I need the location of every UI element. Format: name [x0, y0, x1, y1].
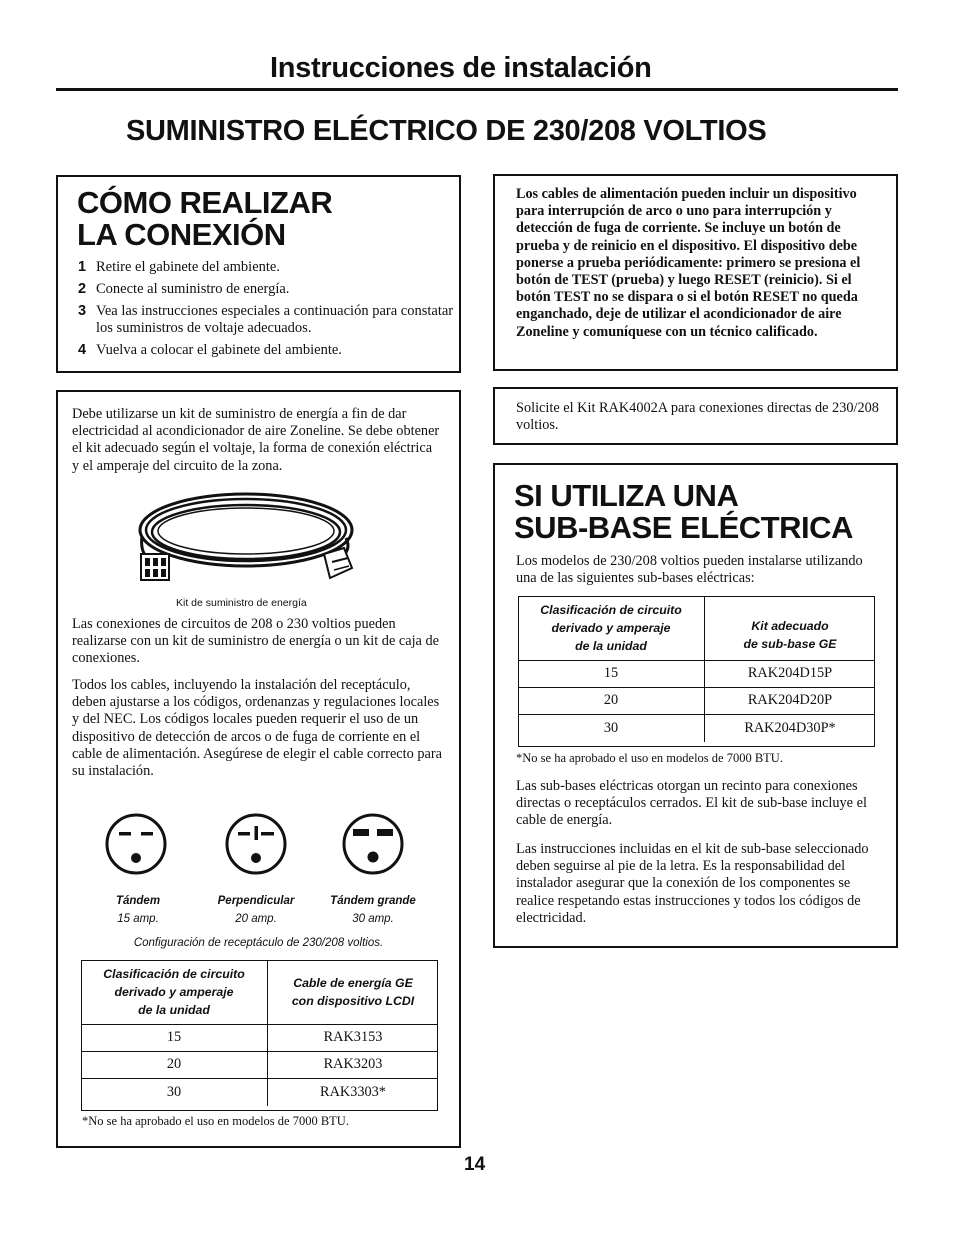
step-number: 2 [78, 281, 87, 297]
subbase-para2: Las sub-bases eléctricas otorgan un recinto para conexiones directas o receptáculos cerrados. El kit de sub-base incluye el cable de energía. [516, 778, 867, 829]
connection-title-line2: LA CONEXIÓN [77, 217, 286, 252]
receptacle-caption: Configuración de receptáculo de 230/208 voltios. [133, 937, 384, 949]
receptacle-label-tandem [86, 892, 190, 928]
perpendicular-20a-receptacle-icon [224, 812, 288, 876]
list-item [78, 281, 456, 298]
subbase-intro: Los modelos de 230/208 voltios pueden instalarse utilizando una de las siguientes sub-bases eléctricas: [516, 553, 863, 587]
step-text: Vuelva a colocar el gabinete del ambiente. [96, 342, 342, 358]
power-kit-box [56, 390, 461, 1148]
table-cell: 15 [518, 660, 705, 687]
table-row [81, 1078, 438, 1106]
table-cell: 30 [518, 714, 705, 742]
subbase-kit-table [518, 596, 875, 742]
header-line: derivado y amperaje [551, 620, 671, 635]
connection-title [77, 187, 332, 251]
header-line: Cable de energía GE [293, 975, 413, 990]
table-header-circuit [518, 596, 705, 660]
receptacle-label-large-tandem [314, 892, 432, 928]
table-cell: RAK3203 [268, 1051, 439, 1078]
table-row [518, 660, 875, 687]
step-number: 3 [78, 303, 87, 319]
table-header-circuit [81, 960, 268, 1024]
header-line: Kit adecuado [751, 618, 829, 633]
subbase-title [514, 480, 853, 544]
table-cell: 20 [81, 1051, 268, 1078]
step-text: Retire el gabinete del ambiente. [96, 259, 280, 275]
power-cord-table [81, 960, 438, 1106]
subbase-para3: Las instrucciones incluidas en el kit de sub-base seleccionado deben seguirse al pie de la letra. Es la responsabilidad del instalador asegurar que la conexión de los componentes se realice respetando estas instrucciones y todos los códigos de electricidad. [516, 841, 869, 926]
table-row [518, 687, 875, 714]
power-kit-para3: Todos los cables, incluyendo la instalación del receptáculo, deben ajustarse a los códigos, ordenanzas y regulaciones locales y del NEC. Los códigos locales pueden requerir el uso de un dispositivo de detección de arcos o de fuga de corriente en el cable de alimentación. Asegúrese de elegir el cable correcto para su instalación. [72, 677, 442, 780]
header-line: derivado y amperaje [114, 984, 234, 999]
connection-steps-box [56, 175, 461, 373]
step-text: Conecte al suministro de energía. [96, 281, 290, 297]
section-title: SUMINISTRO ELÉCTRICO DE 230/208 VOLTIOS [126, 115, 767, 147]
step-text: Vea las instrucciones especiales a continuación para constatar los suministros de voltaje adecuados. [96, 303, 454, 336]
table-cell: RAK204D30P* [705, 714, 876, 742]
header-line: Clasificación de circuito [540, 602, 682, 617]
list-item [78, 303, 456, 337]
header-line: de la unidad [138, 1002, 210, 1017]
connection-steps-list [78, 259, 456, 364]
header-line: Clasificación de circuito [103, 966, 245, 981]
header-rule [56, 88, 898, 91]
power-cord-caption: Kit de suministro de energía [176, 597, 307, 609]
page-header: Instrucciones de instalación [270, 52, 652, 84]
direct-connection-kit-text: Solicite el Kit RAK4002A para conexiones directas de 230/208 voltios. [516, 400, 879, 434]
table-cell: 20 [518, 687, 705, 714]
receptacle-amps: 15 amp. [117, 913, 159, 925]
receptacle-name: Perpendicular [217, 895, 295, 907]
subbase-footnote: *No se ha aprobado el uso en modelos de 7000 BTU. [516, 751, 783, 765]
power-cord-image [134, 486, 364, 586]
table-row [81, 1051, 438, 1078]
step-number: 4 [78, 342, 87, 358]
tandem-15a-receptacle-icon [104, 812, 168, 876]
direct-connection-kit-box [493, 387, 898, 445]
subbase-title-line2: SUB-BASE ELÉCTRICA [514, 510, 853, 545]
lcdi-warning-text: Los cables de alimentación pueden incluir un dispositivo para interrupción de arco o uno para interrupción y detección de fuga de corriente. Se incluye un botón de prueba y de reinicio en el dispositivo. El dispositivo debe ponerse a prueba periódicamente: primero se presiona el botón de TEST (prueba) y luego RESET (reinicio). Si el botón TEST no se dispara o si el botón RESET no queda enganchado, deje de utilizar el acondicionador de aire Zoneline y comuníquese con un técnico calificado. [516, 186, 861, 340]
lcdi-warning-box [493, 174, 898, 371]
receptacle-amps: 20 amp. [235, 913, 277, 925]
large-tandem-30a-receptacle-icon [341, 812, 405, 876]
page-number: 14 [464, 1154, 486, 1175]
list-item [78, 259, 456, 276]
power-kit-intro: Debe utilizarse un kit de suministro de energía a fin de dar electricidad al acondicionador de aire Zoneline. Se debe obtener el kit adecuado según el voltaje, la forma de conexión eléctrica y el amperaje del circuito de la zona. [72, 406, 440, 474]
table-cell: RAK3303* [268, 1078, 439, 1106]
step-number: 1 [78, 259, 87, 275]
receptacle-name: Tándem [115, 895, 161, 907]
header-line: con dispositivo LCDI [291, 993, 415, 1008]
table-row [518, 714, 875, 742]
subbase-box [493, 463, 898, 948]
receptacle-label-perpendicular [199, 892, 313, 928]
power-cord-footnote: *No se ha aprobado el uso en modelos de 7000 BTU. [82, 1114, 349, 1128]
table-row [81, 1024, 438, 1051]
table-cell: RAK204D20P [705, 687, 876, 714]
table-header-row [81, 960, 438, 1024]
header-line: de sub-base GE [743, 636, 837, 651]
list-item [78, 342, 456, 359]
table-header-cable [268, 960, 439, 1024]
table-cell: RAK204D15P [705, 660, 876, 687]
table-cell: 15 [81, 1024, 268, 1051]
subbase-title-line1: SI UTILIZA UNA [514, 478, 739, 513]
table-cell: 30 [81, 1078, 268, 1106]
table-header-row [518, 596, 875, 660]
connection-title-line1: CÓMO REALIZAR [77, 185, 333, 220]
receptacle-amps: 30 amp. [352, 913, 394, 925]
receptacle-name: Tándem grande [330, 895, 416, 907]
table-header-subbase [705, 596, 876, 660]
table-cell: RAK3153 [268, 1024, 439, 1051]
header-line: de la unidad [575, 638, 647, 653]
power-kit-para2: Las conexiones de circuitos de 208 o 230 voltios pueden realizarse con un kit de suministro de energía o un kit de caja de conexiones. [72, 616, 439, 667]
